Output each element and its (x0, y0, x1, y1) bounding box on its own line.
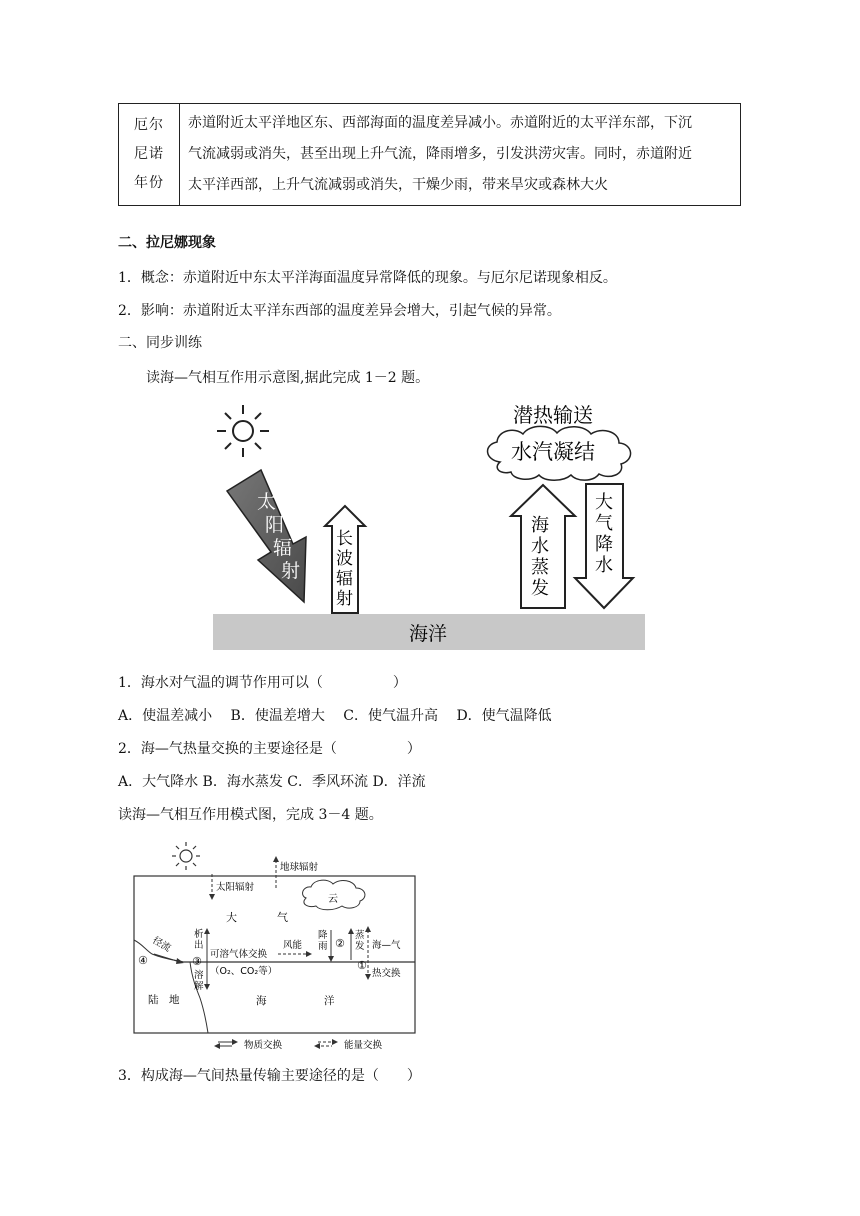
marker-2: ② (335, 937, 345, 950)
longwave-label: 波 (336, 549, 353, 569)
description-cell (180, 104, 741, 206)
wind-energy-label: 风能 (283, 940, 303, 951)
gases-label: （O₂、CO₂等） (210, 966, 278, 977)
precipitation-arrow (575, 484, 633, 608)
ocean-label: 海洋 (409, 623, 448, 645)
evaporation-arrow (511, 485, 575, 608)
evaporation-label: 蒸 (355, 930, 365, 941)
intro-figure1: 读海—气相互作用示意图,据此完成 1－2 题。 (146, 370, 430, 386)
lanina-concept: 1．概念：赤道附近中东太平洋海面温度异常降低的现象。与厄尔尼诺现象相反。 (118, 270, 617, 286)
section-heading-practice: 二、同步训练 (118, 335, 202, 351)
cloud-icon (488, 426, 631, 480)
longwave-label: 射 (336, 589, 353, 609)
section-heading-lanina: 二、拉尼娜现象 (118, 235, 216, 251)
runoff-label: 径流 (150, 935, 173, 955)
longwave-label: 辐 (336, 569, 353, 589)
question-2: 2．海—气热量交换的主要途径是（ ） (118, 741, 421, 757)
desc-line: 赤道附近太平洋地区东、西部海面的温度差异减小。赤道附近的太平洋东部，下沉 (188, 115, 692, 131)
rain-label: 降 (318, 930, 328, 941)
solar-label: 阳 (265, 514, 285, 536)
marker-3: ③ (192, 955, 202, 968)
evaporation-label: 发 (531, 578, 549, 599)
term-line: 尼诺 (134, 146, 164, 162)
sun-icon (217, 405, 269, 457)
question-1: 1．海水对气温的调节作用可以（ ） (118, 675, 407, 691)
sea-air-interaction-diagram (205, 400, 655, 655)
longwave-radiation-arrow (325, 506, 365, 613)
desc-line: 太平洋西部，上升气流减弱或消失，干燥少雨，带来旱灾或森林大火 (188, 177, 608, 193)
precip-out-label: 析 (194, 929, 204, 940)
atmosphere-label: 大 (226, 911, 237, 924)
question-1-options: A．使温差减小 B．使温差增大 C．使气温升高 D．使气温降低 (118, 708, 552, 724)
earth-radiation-arrowhead (273, 856, 279, 862)
earth-radiation-label: 地球辐射 (280, 862, 319, 873)
latent-heat-label: 潜热输送 (513, 403, 593, 427)
marker-1: ① (357, 959, 367, 972)
precipitation-label: 水 (595, 555, 613, 576)
solar-label: 辐 (273, 537, 293, 559)
sea-air-label: 海—气 (372, 940, 401, 951)
term-line: 厄尔 (134, 117, 164, 133)
heat-exchange-label: 热交换 (372, 968, 401, 979)
sun-icon (172, 842, 200, 870)
precipitation-label: 大 (595, 492, 613, 513)
legend-material-label: 物质交换 (244, 1040, 283, 1051)
marker-4: ④ (138, 954, 148, 967)
desc-line: 气流减弱或消失，甚至出现上升气流，降雨增多，引发洪涝灾害。同时，赤道附近 (188, 146, 692, 162)
evaporation-label: 蒸 (531, 557, 549, 578)
precipitation-label: 降 (595, 534, 613, 555)
solar-radiation-arrow (227, 470, 306, 602)
intro-figure2: 读海—气相互作用模式图，完成 3－4 题。 (118, 807, 383, 823)
cloud-label: 云 (328, 894, 338, 905)
rain-label: 雨 (318, 941, 328, 952)
evaporation-label: 发 (355, 941, 365, 952)
evaporation-label: 海 (531, 515, 549, 536)
model-frame (134, 876, 415, 1033)
solar-label: 射 (281, 560, 301, 582)
ocean-label: 海 (256, 995, 267, 1007)
el-nino-table (118, 103, 741, 206)
land-label: 陆 地 (148, 994, 180, 1006)
precipitation-label: 气 (595, 513, 613, 534)
atmosphere-label: 气 (277, 911, 288, 924)
longwave-label: 长 (336, 529, 353, 549)
solar-radiation-label: 太阳辐射 (216, 882, 255, 893)
ocean-label: 洋 (324, 995, 335, 1007)
legend (214, 1039, 383, 1051)
dissolve-label: 解 (194, 981, 204, 992)
dissolve-label: 溶 (194, 970, 204, 981)
solar-label: 太 (257, 491, 277, 513)
legend-energy-label: 能量交换 (344, 1040, 383, 1051)
term-cell (119, 104, 180, 206)
gas-exchange-label: 可溶气体交换 (210, 949, 268, 960)
term-line: 年份 (134, 175, 164, 191)
lanina-impact: 2．影响：赤道附近太平洋东西部的温度差异会增大，引起气候的异常。 (118, 303, 561, 319)
sea-air-model-diagram (128, 838, 428, 1056)
precip-out-label: 出 (194, 940, 204, 951)
evaporation-label: 水 (531, 536, 549, 557)
condensation-label: 水汽凝结 (511, 440, 595, 464)
question-3: 3．构成海—气间热量传输主要途径的是（ ） (118, 1068, 421, 1084)
question-2-options: A．大气降水 B．海水蒸发 C．季风环流 D．洋流 (118, 774, 426, 790)
